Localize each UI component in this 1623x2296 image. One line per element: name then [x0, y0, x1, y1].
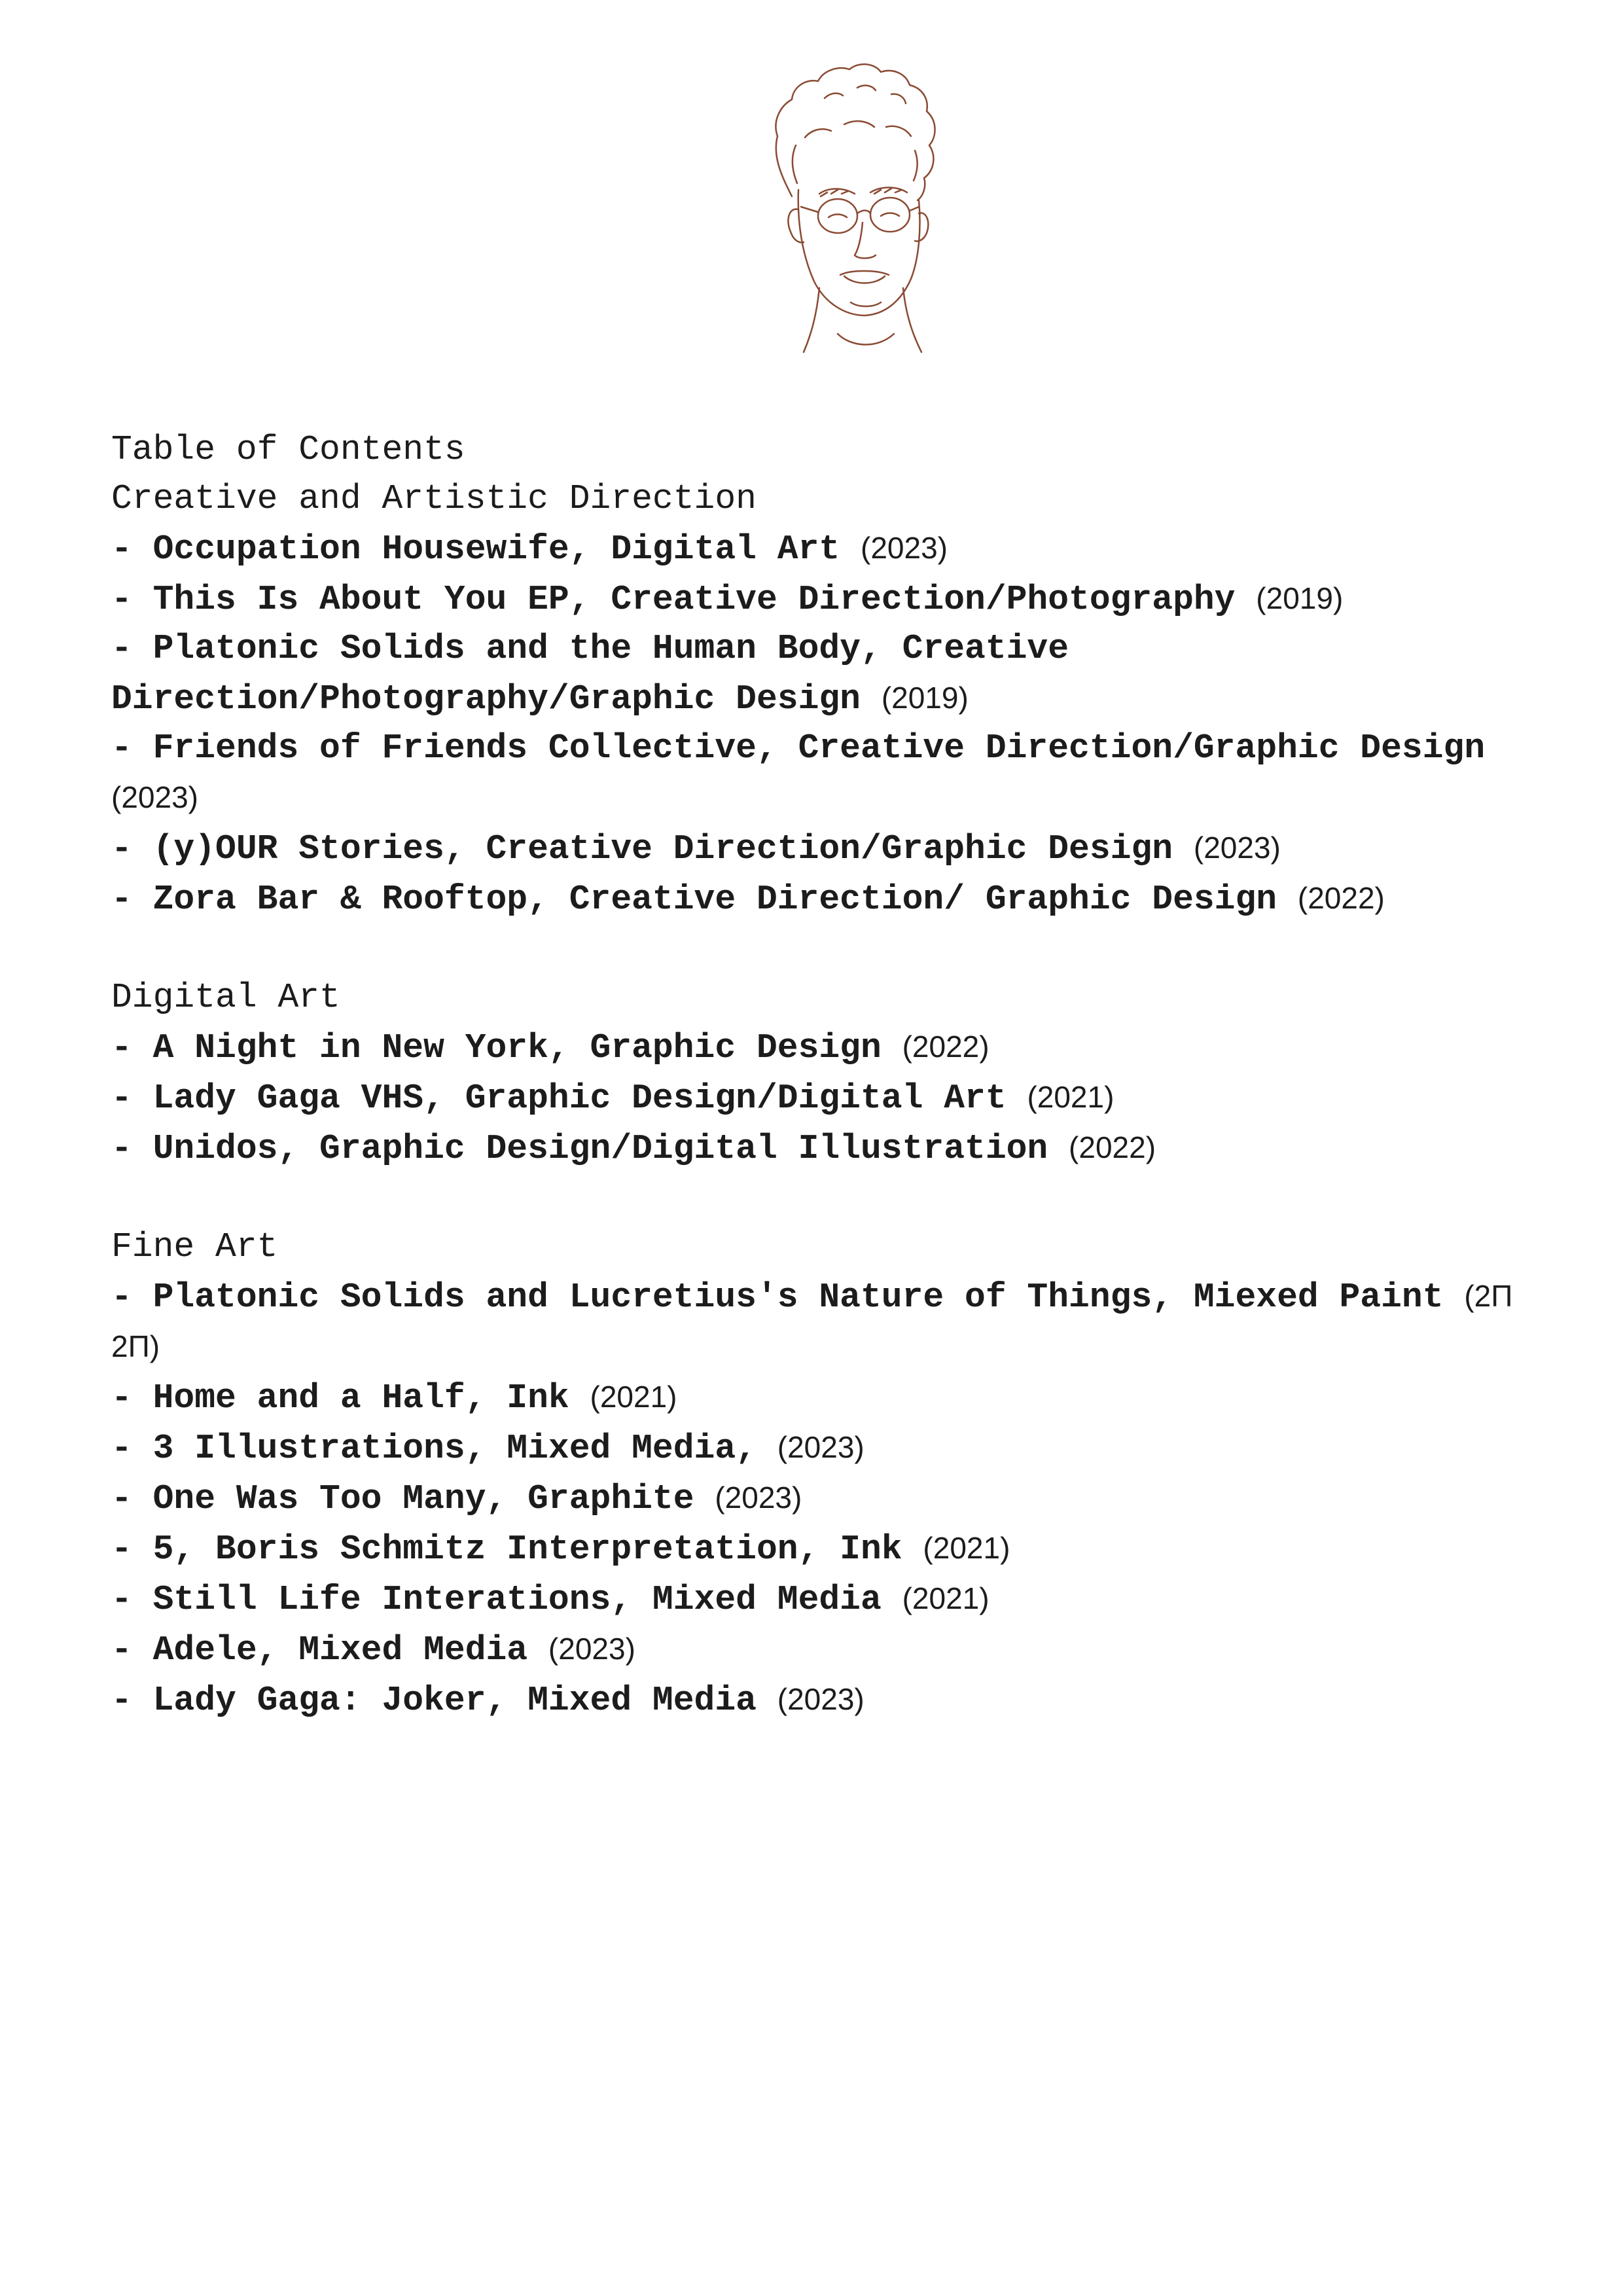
list-item: - This Is About You EP, Creative Direction/Photography (2019)	[111, 580, 1344, 619]
list-item: - Platonic Solids and the Human Body, Creative Direction/Photography/Graphic Design (2019)	[111, 629, 1069, 719]
list-item: - 3 Illustrations, Mixed Media, (2023)	[111, 1429, 865, 1468]
section-heading-creative: Creative and Artistic Direction	[111, 479, 757, 518]
section-heading-digital-art: Digital Art	[111, 978, 340, 1017]
line-art-portrait-icon	[746, 59, 955, 373]
list-item: - Occupation Housewife, Digital Art (2023)	[111, 529, 948, 569]
list-item: - Home and a Half, Ink (2021)	[111, 1378, 677, 1418]
section-spacer	[111, 1174, 1551, 1223]
section-spacer	[111, 924, 1551, 973]
list-item: - Lady Gaga: Joker, Mixed Media (2023)	[111, 1681, 865, 1720]
section-heading-fine-art: Fine Art	[111, 1227, 278, 1266]
toc-title: Table of Contents	[111, 430, 465, 469]
list-item: - (y)OUR Stories, Creative Direction/Graphic Design (2023)	[111, 829, 1281, 869]
table-of-contents	[111, 425, 1551, 1725]
list-item: - A Night in New York, Graphic Design (2022)	[111, 1028, 990, 1067]
list-item: - One Was Too Many, Graphite (2023)	[111, 1479, 802, 1518]
list-item: - Friends of Friends Collective, Creative Direction/Graphic Design (2023)	[111, 728, 1486, 814]
list-item: - Zora Bar & Rooftop, Creative Direction/ Graphic Design (2022)	[111, 880, 1385, 919]
list-item: - Adele, Mixed Media (2023)	[111, 1630, 635, 1670]
list-item: - Platonic Solids and Lucretius's Nature of Things, Miexed Paint (2Π 2Π)	[111, 1278, 1513, 1363]
list-item: - Still Life Interations, Mixed Media (2021)	[111, 1580, 990, 1619]
list-item: - 5, Boris Schmitz Interpretation, Ink (2021)	[111, 1530, 1010, 1569]
list-item: - Unidos, Graphic Design/Digital Illustration (2022)	[111, 1129, 1156, 1168]
list-item: - Lady Gaga VHS, Graphic Design/Digital Art (2021)	[111, 1079, 1115, 1118]
